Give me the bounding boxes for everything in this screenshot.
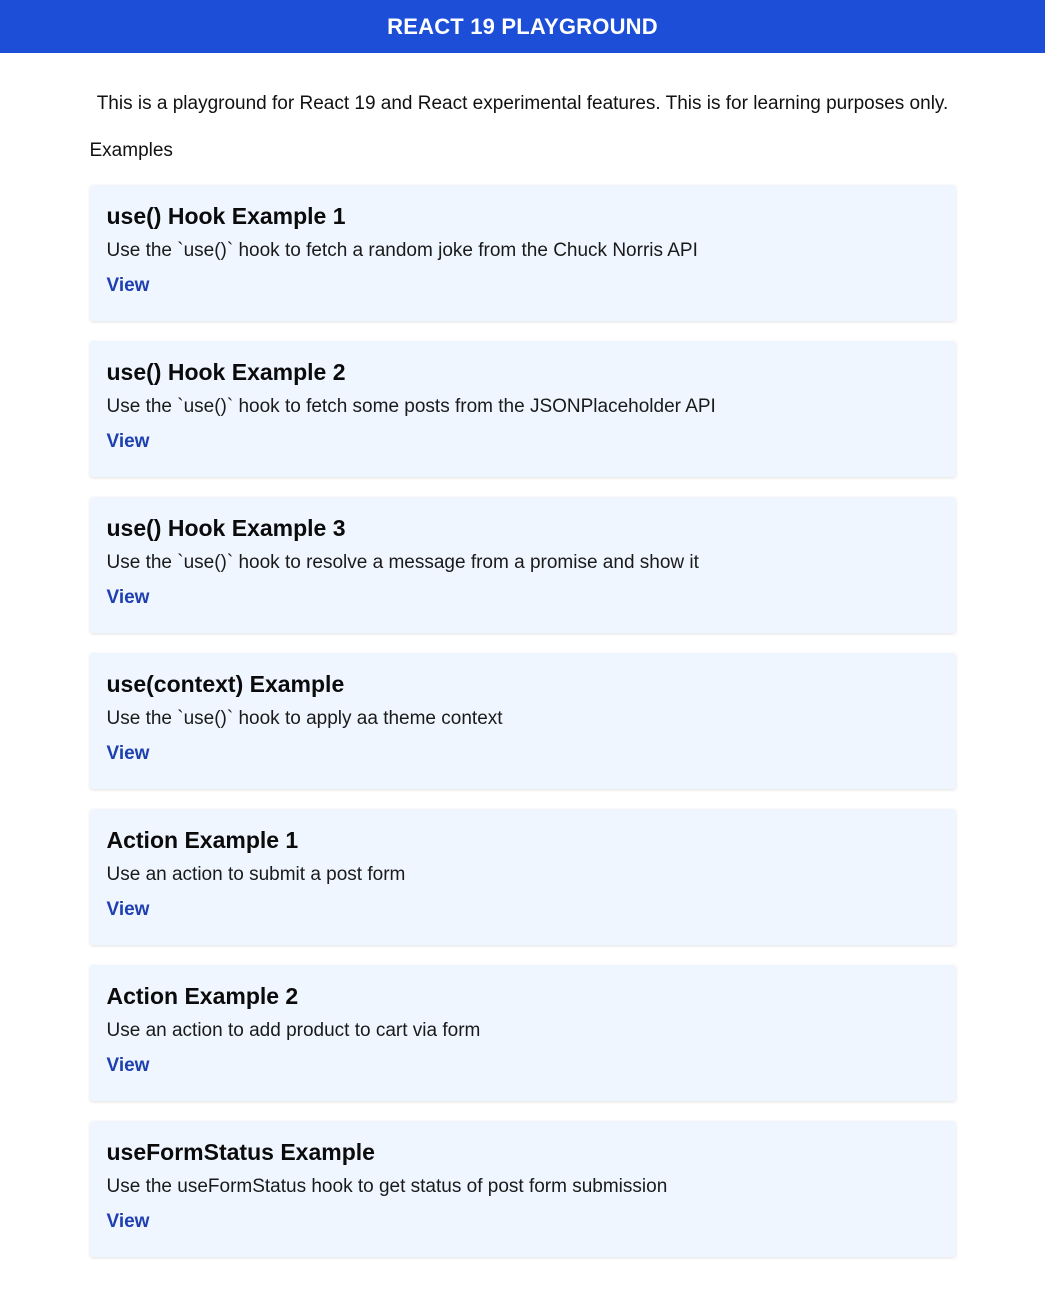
main-content	[90, 53, 956, 1257]
example-card	[90, 341, 956, 477]
view-example-link[interactable]: View	[106, 275, 150, 296]
example-card-title: use() Hook Example 1	[106, 203, 346, 229]
app-title: REACT 19 PLAYGROUND	[387, 13, 658, 39]
example-card-title: use() Hook Example 3	[106, 515, 346, 541]
example-card-description: Use the `use()` hook to resolve a message from a promise and show it	[106, 552, 699, 573]
app-header	[0, 0, 1045, 53]
example-card-title: Action Example 1	[106, 827, 299, 853]
example-card	[90, 653, 956, 789]
example-card	[90, 497, 956, 633]
example-card-title: use() Hook Example 2	[106, 359, 346, 385]
example-card-description: Use the useFormStatus hook to get status of post form submission	[106, 1176, 668, 1197]
example-card	[90, 185, 956, 321]
example-card	[90, 1121, 956, 1257]
view-example-link[interactable]: View	[106, 1055, 150, 1076]
view-example-link[interactable]: View	[106, 899, 150, 920]
example-card	[90, 965, 956, 1101]
view-example-link[interactable]: View	[106, 1211, 150, 1232]
example-card-title: Action Example 2	[106, 983, 299, 1009]
example-card-description: Use an action to submit a post form	[106, 864, 406, 885]
examples-heading: Examples	[89, 140, 173, 161]
intro-text: This is a playground for React 19 and React experimental features. This is for learning purposes only.	[96, 93, 949, 114]
view-example-link[interactable]: View	[106, 587, 150, 608]
examples-list	[90, 185, 956, 1257]
example-card-description: Use an action to add product to cart via form	[106, 1020, 481, 1041]
example-card-title: useFormStatus Example	[106, 1139, 375, 1165]
example-card-title: use(context) Example	[106, 671, 345, 697]
view-example-link[interactable]: View	[106, 743, 150, 764]
example-card-description: Use the `use()` hook to apply aa theme context	[106, 708, 503, 729]
example-card-description: Use the `use()` hook to fetch a random joke from the Chuck Norris API	[106, 240, 698, 261]
example-card	[90, 809, 956, 945]
example-card-description: Use the `use()` hook to fetch some posts from the JSONPlaceholder API	[106, 396, 716, 417]
view-example-link[interactable]: View	[106, 431, 150, 452]
